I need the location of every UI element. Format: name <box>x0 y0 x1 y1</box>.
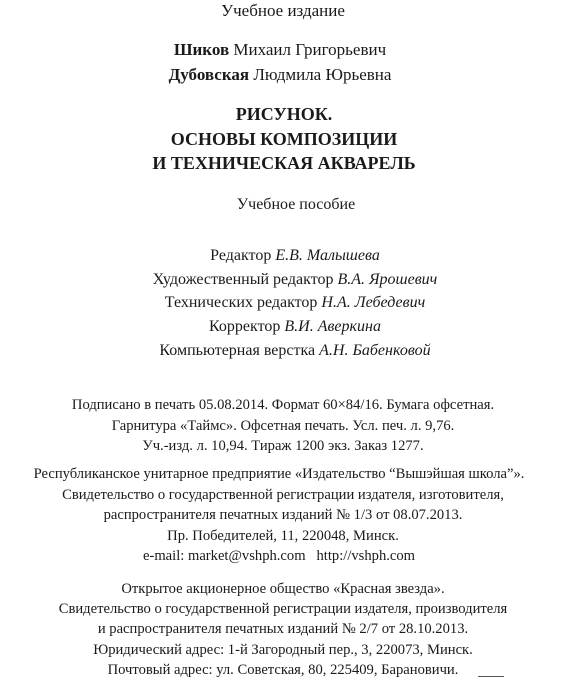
author-1 <box>0 40 563 60</box>
author-2-surname: Дубовская <box>168 65 250 84</box>
staff-line-art-editor <box>12 271 566 289</box>
staff-role: Корректор <box>209 318 281 335</box>
staff-line-proofreader <box>12 318 566 336</box>
staff-role: Технических редактор <box>164 294 318 311</box>
publisher-line: Республиканское унитарное предприятие «Издательство “Вышэйшая школа”». <box>33 466 525 482</box>
staff-role: Компьютерная верстка <box>159 342 316 359</box>
staff-role: Художественный редактор <box>152 271 334 288</box>
title-line-1: РИСУНОК. <box>235 104 333 124</box>
publisher-line: распространителя печатных изданий № 1/3 от 08.07.2013. <box>103 507 463 523</box>
publisher-contacts: e-mail: market@vshph.com http://vshph.com <box>142 548 416 564</box>
printer-line: Юридический адрес: 1-й Загородный пер., 3, 220073, Минск. <box>93 642 473 658</box>
printer-line: Свидетельство о государственной регистрации издателя, производителя <box>58 601 508 617</box>
title-line-3: И ТЕХНИЧЕСКАЯ АКВАРЕЛЬ <box>152 153 416 173</box>
staff-name: Н.А. Лебедевич <box>321 294 426 311</box>
publisher-line: Свидетельство о государственной регистрации издателя, изготовителя, <box>62 487 504 503</box>
divider <box>478 676 504 677</box>
author-1-surname: Шиков <box>173 40 230 59</box>
print-info-line: Уч.-изд. л. 10,94. Тираж 1200 экз. Заказ 1277. <box>142 438 424 454</box>
staff-line-editor <box>12 247 566 265</box>
publisher-line: Пр. Победителей, 11, 220048, Минск. <box>167 528 399 544</box>
staff-name: В.А. Ярошевич <box>337 271 438 288</box>
staff-name: В.И. Аверкина <box>284 318 381 335</box>
staff-role: Редактор <box>210 247 272 264</box>
staff-name: А.Н. Бабенковой <box>319 342 431 359</box>
printer-line: Почтовый адрес: ул. Советская, 80, 225409, Барановичи. <box>107 662 459 678</box>
staff-line-layout <box>12 342 566 360</box>
subtitle: Учебное пособие <box>236 196 356 213</box>
author-2-given-name: Людмила Юрьевна <box>253 65 392 84</box>
author-1-given-name: Михаил Григорьевич <box>233 40 387 59</box>
printer-line: Открытое акционерное общество «Красная звезда». <box>121 581 445 597</box>
staff-name: Е.В. Малышева <box>275 247 380 264</box>
print-info-line: Гарнитура «Таймс». Офсетная печать. Усл. печ. л. 9,76. <box>111 418 455 434</box>
edition-type: Учебное издание <box>221 1 345 20</box>
print-info-line: Подписано в печать 05.08.2014. Формат 60×84/16. Бумага офсетная. <box>71 397 495 413</box>
title-line-2: ОСНОВЫ КОМПОЗИЦИИ <box>170 129 398 149</box>
printer-line: и распространителя печатных изданий № 2/7 от 28.10.2013. <box>97 621 469 637</box>
staff-line-tech-editor <box>12 294 566 312</box>
author-2 <box>0 65 563 85</box>
